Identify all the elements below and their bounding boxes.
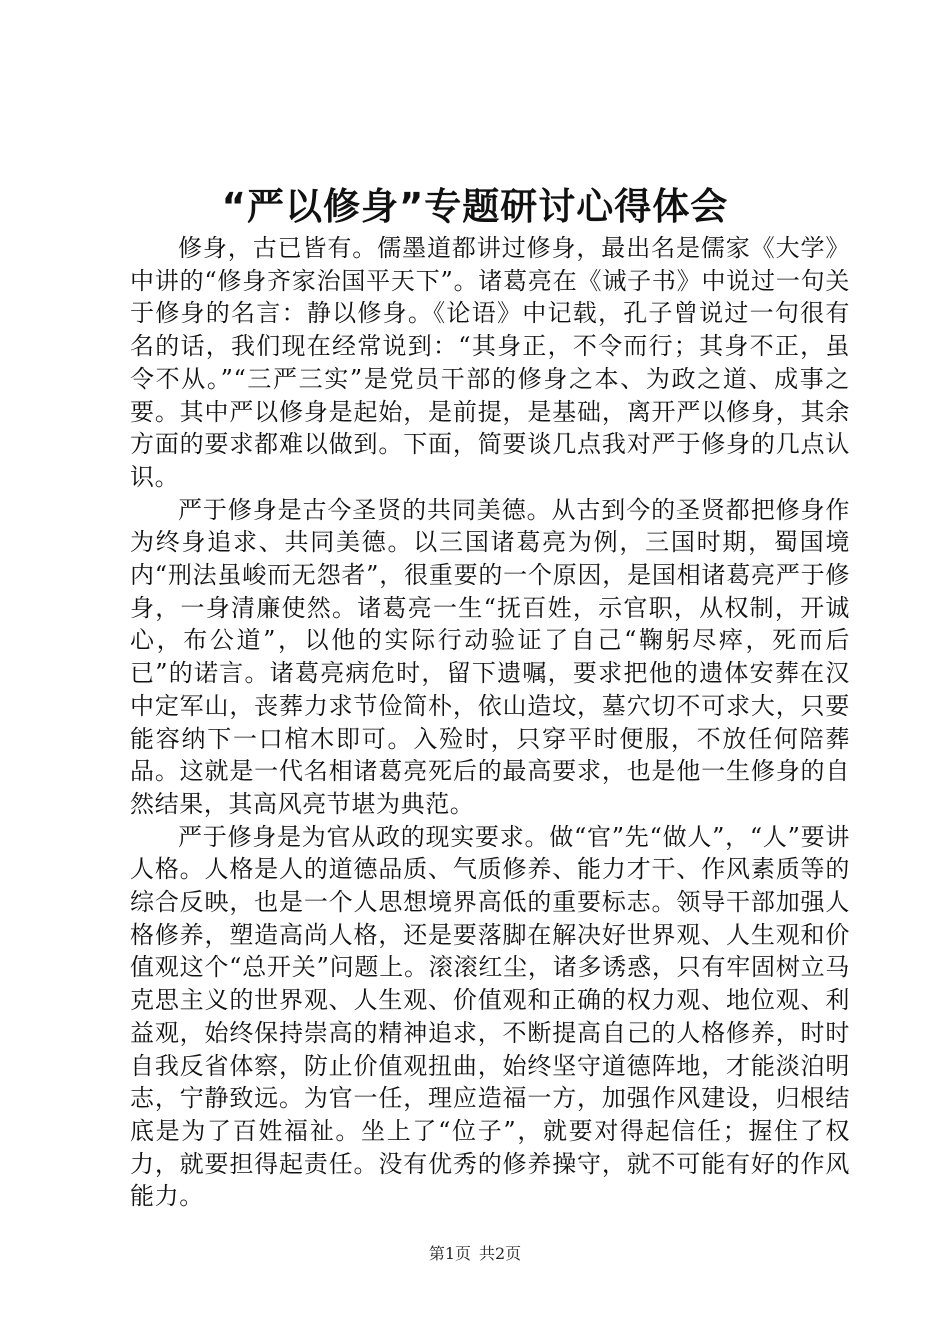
paragraph-official-requirement: 严于修身是为官从政的现实要求。做“官”先“做人”，“人”要讲人格。人格是人的道德品质、气质修养、能力才干、作风素质等的综合反映，也是一个人思想境界高低的重要标志。领导干部加强人格修养，塑造高尚人格，还是要落脚在解决好世界观、人生观和价值观这个“总开关”问题上。滚滚红尘，诸多诱惑，只有牢固树立马克思主义的世界观、人生观、价值观和正确的权力观、地位观、利益观，始终保持崇高的精神追求，不断提高自己的人格修养，时时自我反省体察，防止价值观扭曲，始终坚守道德阵地，才能淡泊明志，宁静致远。为官一任，理应造福一方，加强作风建设，归根结底是为了百姓福祉。坐上了“位子”，就要对得起信任；握住了权力，就要担得起责任。没有优秀的修养操守，就不可能有好的作风能力。: [130, 822, 850, 1211]
document-title: “严以修身”专题研讨心得体会: [221, 185, 729, 228]
paragraph-sages-virtue: 严于修身是古今圣贤的共同美德。从古到今的圣贤都把修身作为终身追求、共同美德。以三国诸葛亮为例，三国时期，蜀国境内“刑法虽峻而无怨者”，很重要的一个原因，是国相诸葛亮严于修身，一身清廉使然。诸葛亮一生“抚百姓，示官职，从权制，开诚心，布公道”，以他的实际行动验证了自己“鞠躬尽瘁，死而后已”的诺言。诸葛亮病危时，留下遗嘱，要求把他的遗体安葬在汉中定军山，丧葬力求节俭简朴，依山造坟，墓穴切不可求大，只要能容纳下一口棺木即可。入殓时，只穿平时便服，不放任何陪葬品。这就是一代名相诸葛亮死后的最高要求，也是他一生修身的自然结果，其高风亮节堪为典范。: [130, 495, 850, 818]
page-total: 共2页: [479, 1244, 522, 1263]
paragraph-intro: 修身，古已皆有。儒墨道都讲过修身，最出名是儒家《大学》中讲的“修身齐家治国平天下”。诸葛亮在《诫子书》中说过一句关于修身的名言：静以修身。《论语》中记载，孔子曾说过一句很有名的话，我们现在经常说到：“其身正，不令而行；其身不正，虽令不从。”“三严三实”是党员干部的修身之本、为政之道、成事之要。其中严以修身是起始，是前提，是基础，离开严以修身，其余方面的要求都难以做到。下面，简要谈几点我对严于修身的几点认识。: [130, 234, 850, 491]
page-number: 第1页: [428, 1244, 471, 1263]
page-footer: [0, 1243, 950, 1265]
document-body: [130, 232, 850, 1213]
